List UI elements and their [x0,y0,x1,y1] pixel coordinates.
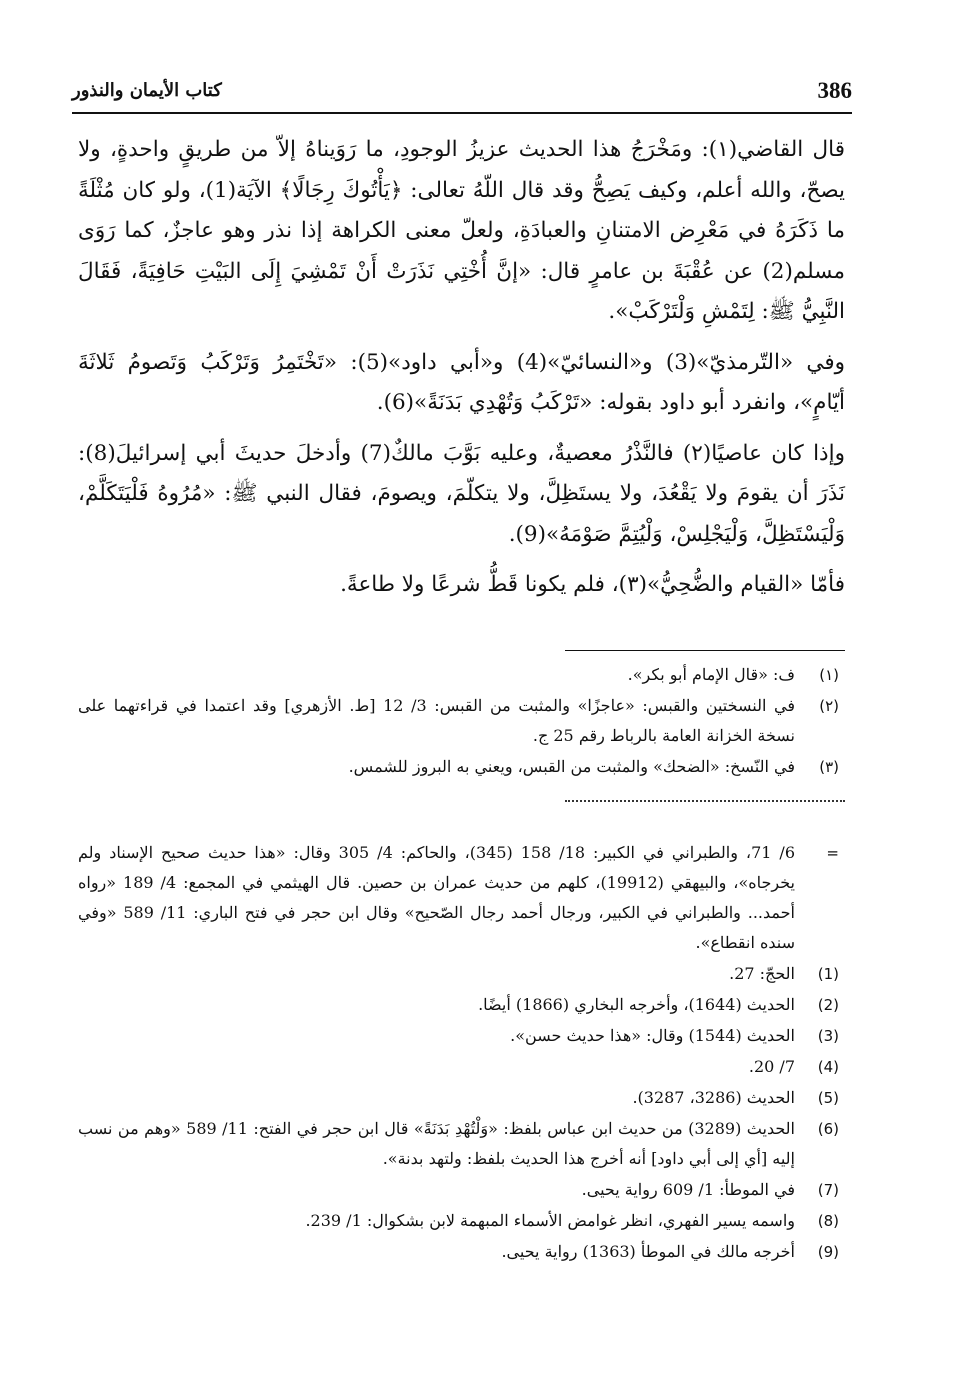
paragraph-1: قال القاضي(١): ومَخْرَجُ هذا الحديث عزيزُ الوجودِ، ما رَوَيناهُ إلاّ من طريقٍ واحدةٍ، ولا يصحّ، والله أعلم، وكيف يَصِحُّ وقد قال اللّهُ تعالى: ﴿يَأْتُوكَ رِجَالًا﴾ الآيَة(1)، ولو كان مُثْلَةً ما ذَكَرَهُ في مَعْرِض الامتنانِ والعبادَةِ، ولعلّ معنى الكراهة إذا نذر وهو عاجزٌ، كما رَوَى مسلم(2) عن عُقْبَةَ بن عامرٍ قال: «إنَّ أُخْتِي نَذَرَتْ أَنْ تَمْشِيَ إِلَى البَيْتِ حَافِيَةً، فَقَالَ النَّبِيُّ ﷺ: لِتَمْشِ وَلْتَرْكَبْ». [78,137,845,324]
footnote-text: في النّسخ: «الضحك» والمثبت من القبس، ويعني به البروز للشمس. [348,757,795,776]
footnote-mark: (8) [817,1212,839,1230]
footnote-mark: (4) [817,1058,839,1076]
footnote-mark: (2) [817,996,839,1014]
footnote-mark: (5) [817,1089,839,1107]
footnote-item [78,1114,845,1174]
footnote-item [78,660,845,690]
page-header [72,78,852,114]
footnote-text: الحديث (1644)، وأخرجه البخاري (1866) أيضًا. [478,995,795,1014]
paragraph-2: وفي «التّرمذيّ»(3) و«النسائيّ»(4) و«أبي داود»(5): «تَخْتَمِرُ وَتَرْكَبُ وَتَصومُ ثَلاثَةَ أيّامٍ»، وانفرد أبو داود بقوله: «تَرْكَبُ وَتُهْدِي بَدَنَةً»(6). [78,349,845,415]
footnote-text: واسمه يسير الفهري، انظر غوامض الأسماء المبهمة لابن بشكوال: 1/ 239. [305,1211,795,1230]
footnote-item [78,990,845,1020]
footnote-item [78,1175,845,1205]
header-rule [72,112,852,114]
footnote-mark: (٢) [819,697,839,715]
source-footnotes [78,838,845,1268]
footnote-item [78,691,845,751]
footnote-mark: (7) [817,1181,839,1199]
footnote-text: أخرجه مالك في الموطأ (1363) رواية يحيى. [501,1242,795,1261]
footnote-mark: (9) [817,1243,839,1261]
editor-footnotes [78,660,845,783]
footnote-mark: = [826,844,839,862]
footnote-item [78,838,845,958]
footnote-text: الحديث (1544) وقال: «هذا حديث حسن». [510,1026,795,1045]
footnote-mark: (١) [819,666,839,684]
footnote-text: الحديث (3289) من حديث ابن عباس بلفظ: «وَلْتُهْدِ بَدَنَةً» قال ابن حجر في الفتح: 11/ 589 «وهم من نسب إليه [أي إلى أبي داود] أنه أخرج هذا الحديث بلفظ: ولتهد بدنة». [78,1119,795,1168]
footnote-item [78,1052,845,1082]
paragraph-3: وإذا كان عاصيًا(٢) فالنَّذْرُ معصيةٌ، وعليه بَوَّبَ مالكٌ(7) وأدخلَ حديثَ أبي إسرائيلَ(8): نَذَرَ أن يقومَ ولا يَقْعُدَ، ولا يستَظِلَّ، ولا يتكلّمَ، ويصومَ، فقال النبي ﷺ: «مُرُوهُ فَلْيَتَكَلَّمْ، وَلْيَسْتَظِلَّ، وَلْيَجْلِسْ، وَلْيُتِمَّ صَوْمَهُ»(9). [78,440,845,547]
footnote-text: ف: «قال الإمام أبو بكر». [627,665,795,684]
footnote-text: 7/ 20. [748,1057,795,1076]
footnote-mark: (3) [817,1027,839,1045]
footnote-text: 6/ 71، والطبراني في الكبير: 18/ 158 (345)، والحاكم: 4/ 305 وقال: «هذا حديث صحيح الإسناد ولم يخرجاه»، والبيهقي (19912)، كلهم من حديث عمران بن حصين. قال الهيثمي في المجمع: 4/ 189 «رواه أحمد... والطبراني في الكبير، ورجال أحمد رجال الصّحيح» وقال ابن حجر في فتح الباري: 11/ 589 «وفي سنده انقطاع». [78,843,796,952]
footnote-mark: (6) [817,1120,839,1138]
footnote-separator [565,650,845,651]
footnote-text: الحديث (3286، 3287). [632,1088,795,1107]
footnote-mark: (٣) [819,758,839,776]
footnote-item [78,1237,845,1267]
footnote-text: في النسختين والقبس: «عاجزًا» والمثبت من القبس: 3/ 12 [ط. الأزهري] وقد اعتمدا في قراءتهما على نسخة الخزانة العامة بالرباط رقم 25 ج. [78,696,795,745]
footnote-text: الحجّ: 27. [729,964,795,983]
footnote-item [78,1206,845,1236]
paragraph-4: فأمّا «القيام والضُّحِيُّ»(٣)، فلم يكونا قَطُّ شرعًا ولا طاعةً. [340,572,845,597]
footnote-item [78,1021,845,1051]
main-text [78,130,845,616]
footnote-item [78,959,845,989]
footnote-item [78,1083,845,1113]
footnote-text: في الموطأ: 1/ 609 رواية يحيى. [581,1180,795,1199]
running-title: كتاب الأيمان والنذور [72,80,222,101]
page-number: 386 [817,78,852,103]
footnote-item [78,752,845,782]
dotted-separator [565,800,845,814]
footnote-mark: (1) [817,965,839,983]
